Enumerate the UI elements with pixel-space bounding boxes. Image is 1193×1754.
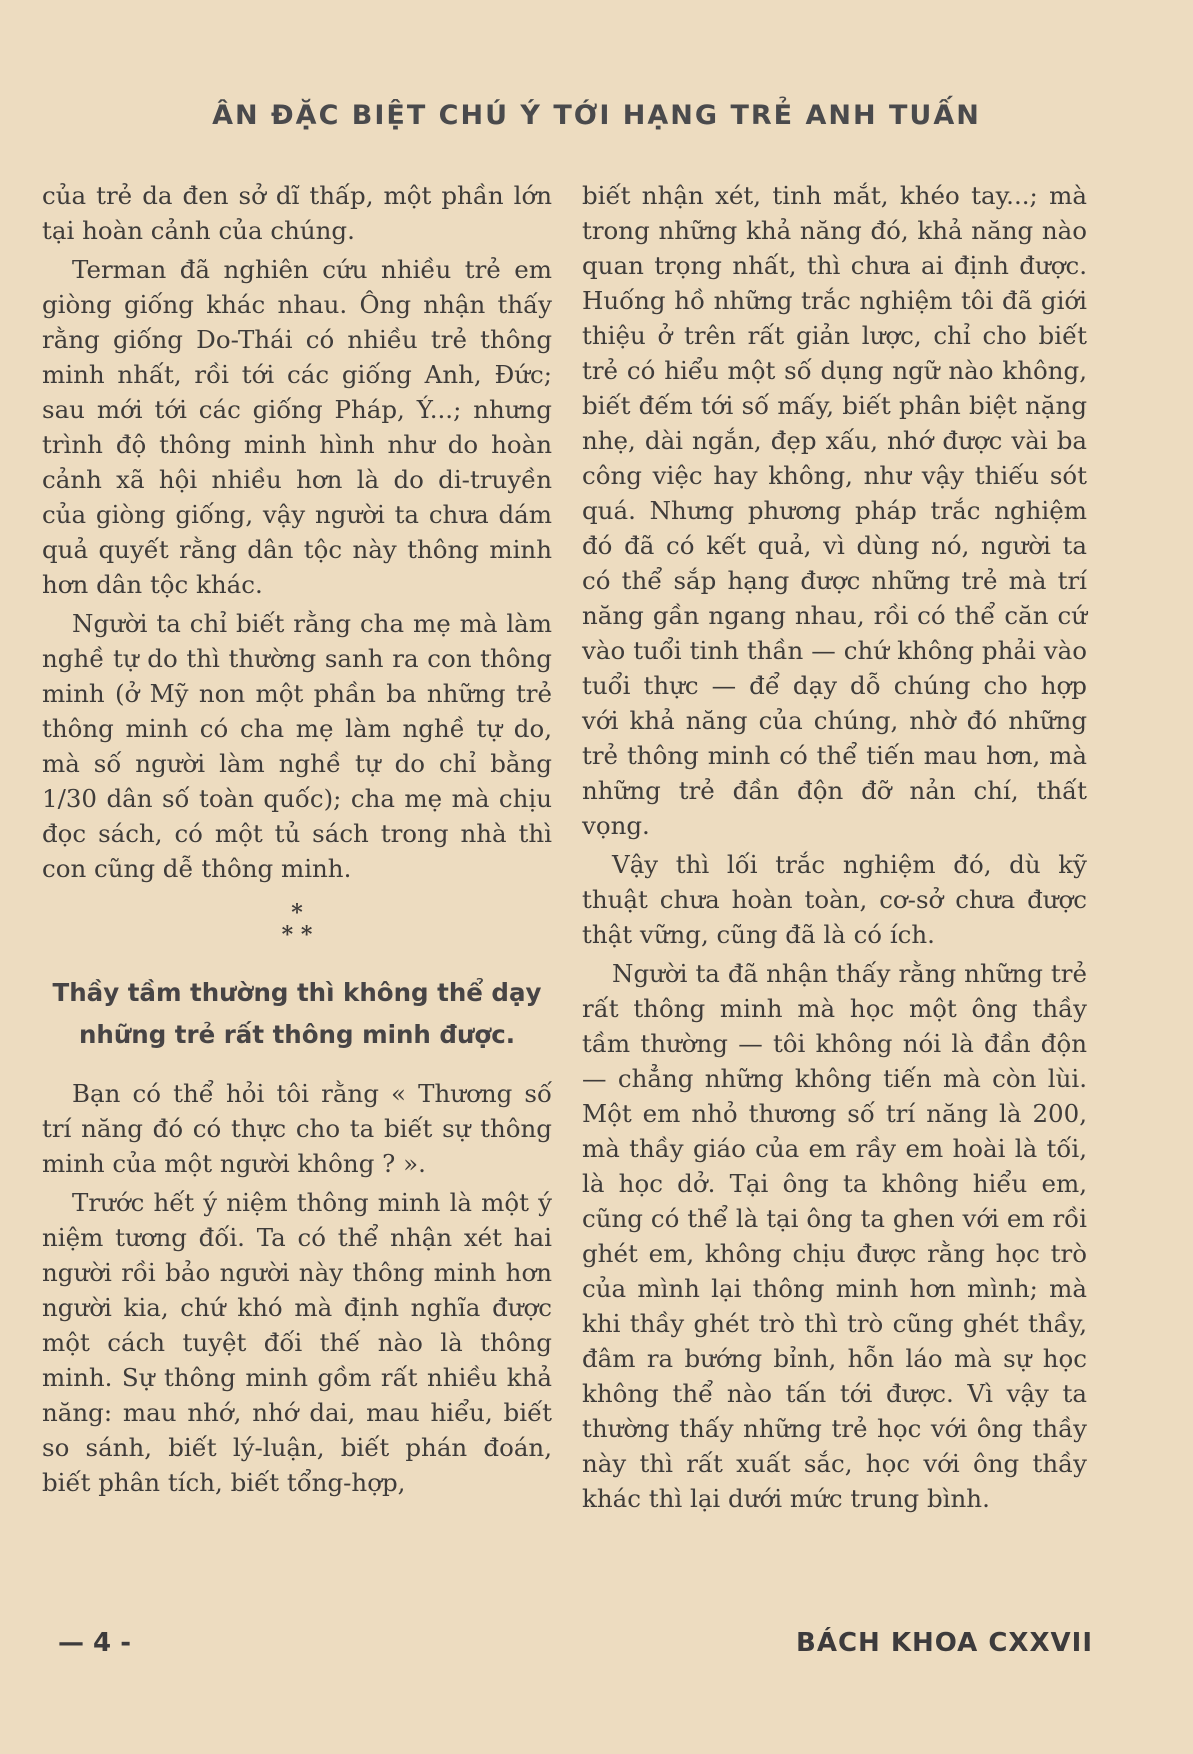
publication-name: BÁCH KHOA CXXVII — [796, 1628, 1093, 1658]
paragraph: biết nhận xét, tinh mắt, khéo tay...; mà trong những khả năng đó, khả năng nào quan trọng nhất, thì chưa ai định được. Huống hồ những trắc nghiệm tôi đã giới thiệu ở trên rất giản lược, chỉ cho biết trẻ có hiểu một số dụng ngữ nào không, biết đếm tới số mấy, biết phân biệt nặng nhẹ, dài ngắn, đẹp xấu, nhớ được vài ba công việc hay không, như vậy thiếu sót quá. Nhưng phương pháp trắc nghiệm đó đã có kết quả, vì dùng nó, người ta có thể sắp hạng được những trẻ mà trí năng gần ngang nhau, rồi có thể căn cứ vào tuổi tinh thần — chứ không phải vào tuổi thực — để dạy dỗ chúng cho hợp với khả năng của chúng, nhờ đó những trẻ thông minh có thể tiến mau hơn, mà những trẻ đần độn đỡ nản chí, thất vọng. — [582, 181, 1087, 840]
running-header: ÂN ĐẶC BIỆT CHÚ Ý TỚI HẠNG TRẺ ANH TUẤN — [212, 100, 981, 131]
right-column — [582, 178, 1087, 1516]
section-separator: * * * — [281, 900, 313, 948]
paragraph: Người ta đã nhận thấy rằng những trẻ rất thông minh mà học một ông thầy tầm thường — tôi không nói là đần độn — chẳng những không tiến mà còn lùi. Một em nhỏ thương số trí năng là 200, mà thầy giáo của em rầy em hoài là tối, là học dở. Tại ông ta không hiểu em, cũng có thể là tại ông ta ghen với em rồi ghét em, không chịu được rằng học trò của mình lại thông minh hơn mình; mà khi thầy ghét trò thì trò cũng ghét thầy, đâm ra bướng bỉnh, hỗn láo mà sự học không thể nào tấn tới được. Vì vậy ta thường thấy những trẻ học với ông thầy này thì rất xuất sắc, học với ông thầy khác thì lại dưới mức trung bình. — [582, 959, 1087, 1513]
section-heading: Thầy tầm thường thì không thể dạy những trẻ rất thông minh được. — [52, 978, 542, 1049]
paragraph: Terman đã nghiên cứu nhiều trẻ em giòng giống khác nhau. Ông nhận thấy rằng giống Do-Thái có nhiều trẻ thông minh nhất, rồi tới các giống Anh, Đức; sau mới tới các giống Pháp, Ý...; nhưng trình độ thông minh hình như do hoàn cảnh xã hội nhiều hơn là do di-truyền của giòng giống, vậy người ta chưa dám quả quyết rằng dân tộc này thông minh hơn dân tộc khác. — [42, 255, 552, 599]
paragraph: Vậy thì lối trắc nghiệm đó, dù kỹ thuật chưa hoàn toàn, cơ-sở chưa được thật vững, cũng đã là có ích. — [582, 850, 1087, 949]
page-number: — 4 - — [58, 1628, 131, 1658]
paragraph: Bạn có thể hỏi tôi rằng « Thương số trí năng đó có thực cho ta biết sự thông minh của một người không ? ». — [42, 1079, 552, 1178]
left-column — [42, 178, 552, 1500]
paragraph: Người ta chỉ biết rằng cha mẹ mà làm nghề tự do thì thường sanh ra con thông minh (ở Mỹ non một phần ba những trẻ thông minh có cha mẹ làm nghề tự do, mà số người làm nghề tự do chỉ bằng 1/30 dân số toàn quốc); cha mẹ mà chịu đọc sách, có một tủ sách trong nhà thì con cũng dễ thông minh. — [42, 609, 552, 883]
paragraph: Trước hết ý niệm thông minh là một ý niệm tương đối. Ta có thể nhận xét hai người rồi bảo người này thông minh hơn người kia, chứ khó mà định nghĩa được một cách tuyệt đối thế nào là thông minh. Sự thông minh gồm rất nhiều khả năng: mau nhớ, nhớ dai, mau hiểu, biết so sánh, biết lý-luận, biết phán đoán, biết phân tích, biết tổng-hợp, — [42, 1188, 552, 1497]
paragraph: của trẻ da đen sở dĩ thấp, một phần lớn tại hoàn cảnh của chúng. — [42, 181, 552, 245]
